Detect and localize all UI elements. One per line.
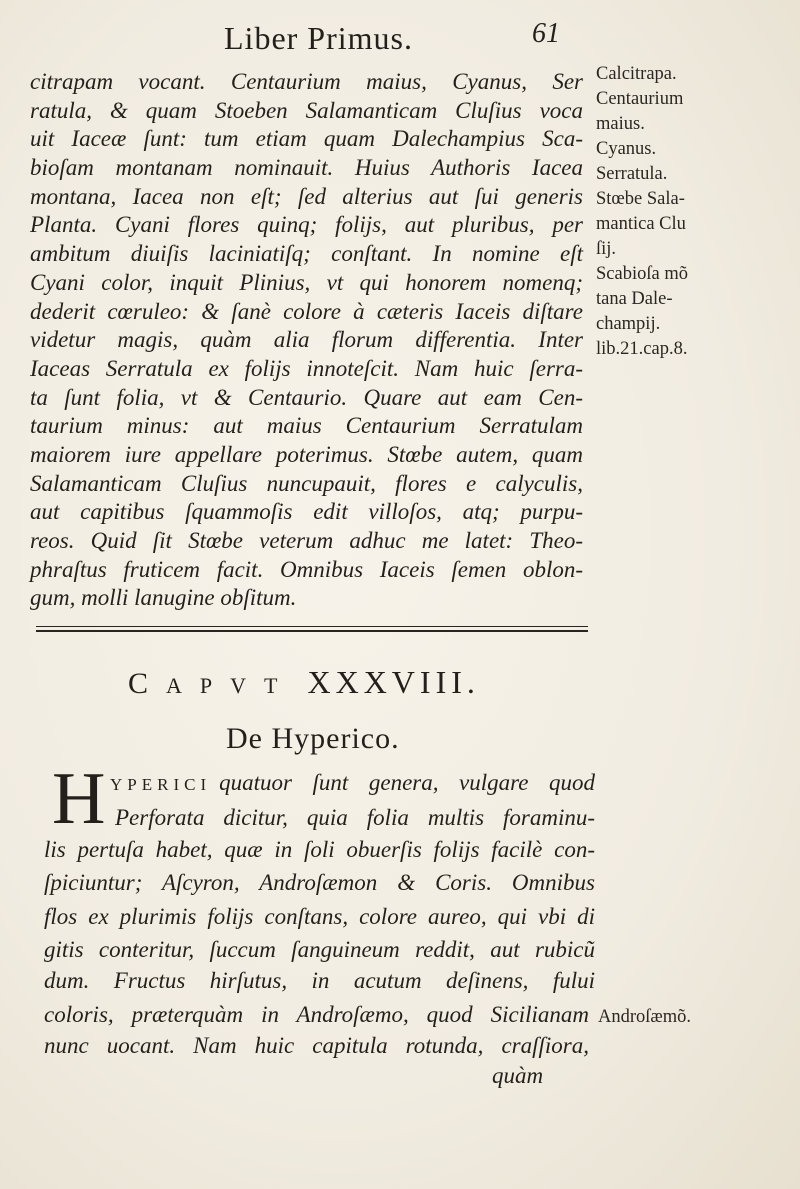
small-caps-lead: YPERICI <box>110 775 212 794</box>
page-number: 61 <box>532 18 560 49</box>
text-line: flos ex plurimis folijs conſtans, colore aureo, qui vbi di <box>44 904 595 929</box>
text-line: ratula, & quam Stoeben Salamanticam Cluſius voca <box>30 97 583 123</box>
text-line: nunc uocant. Nam huic capitula rotunda, craſſiora, <box>44 1033 589 1058</box>
running-head: Liber Primus. <box>224 20 413 56</box>
text-line: ta ſunt folia, vt & Centaurio. Quare aut eam Cen- <box>30 384 583 410</box>
margin-note: Serratula. <box>596 164 668 184</box>
margin-note: Stœbe Sala- <box>596 189 685 209</box>
chapter-label: CAPVT <box>128 667 296 700</box>
margin-note: tana Dale- <box>596 289 673 309</box>
text-line: citrapam vocant. Centaurium maius, Cyanus, Ser <box>30 69 583 94</box>
text-line: phraſtus fruticem facit. Omnibus Iaceis ſemen oblon- <box>30 556 583 582</box>
chapter-number: XXXVIII. <box>307 664 480 700</box>
text-line: reos. Quid ſit Stœbe veterum adhuc me latet: Theo- <box>30 528 583 553</box>
chapter-title: De Hyperico. <box>226 722 400 755</box>
margin-notes <box>596 62 688 362</box>
text-line: gitis conteritur, ſuccum ſanguineum reddit, aut rubicũ <box>44 937 595 962</box>
text-line: montana, Iacea non eſt; ſed alterius aut ſui generis <box>30 183 583 209</box>
margin-note: Scabioſa mõ <box>596 264 688 284</box>
margin-note: Calcitrapa. <box>596 64 677 84</box>
text-line: dum. Fructus hirſutus, in acutum deſinens, fului <box>44 968 595 993</box>
chapter-heading <box>128 664 480 701</box>
rule-divider <box>36 630 588 632</box>
text-line: aut capitibus ſquammoſis edit villoſos, atq; purpu- <box>30 499 583 525</box>
text-line: Cyani color, inquit Plinius, vt qui honorem nomenq; <box>30 269 583 295</box>
text-line: bioſam montanam nominauit. Huius Authoris Iacea <box>30 155 583 181</box>
text-line <box>110 768 595 798</box>
margin-note: ſij. <box>596 239 617 259</box>
text-line: taurium minus: aut maius Centaurium Serratulam <box>30 413 583 439</box>
text-line: Salamanticam Cluſius nuncupauit, flores e calyculis, <box>30 470 583 496</box>
text-line: gum, molli lanugine obſitum. <box>30 585 297 611</box>
catchword: quàm <box>492 1063 544 1088</box>
margin-notes <box>598 1005 691 1030</box>
text-line: ambitum diuiſis laciniatiſq; conſtant. In nomine eſt <box>30 241 583 267</box>
text-line: dederit cœruleo: & ſanè colore à cæteris Iaceis diſtare <box>30 298 583 324</box>
margin-note: Centaurium <box>596 89 684 109</box>
rule-divider <box>36 626 588 627</box>
margin-note: maius. <box>596 114 645 134</box>
drop-cap: H <box>52 758 106 840</box>
text-line: uit Iaceæ ſunt: tum etiam quam Dalechampius Sca- <box>30 126 583 152</box>
margin-note: Cyanus. <box>596 139 657 159</box>
text-line-rest: quatuor ſunt genera, vulgare quod <box>219 770 595 795</box>
text-line: Perforata dicitur, quia folia multis foraminu- <box>115 805 595 830</box>
margin-note: champij. <box>596 314 661 334</box>
text-line: ſpiciuntur; Aſcyron, Androſæmon & Coris. Omnibus <box>44 870 595 895</box>
margin-note: Androſæmõ. <box>598 1007 692 1027</box>
text-line: coloris, præterquàm in Androſæmo, quod Sicilianam <box>44 1002 589 1027</box>
text-line: Iaceas Serratula ex folijs innoteſcit. Nam huic ſerra- <box>30 355 583 381</box>
text-line: lis pertuſa habet, quæ in ſoli obuerſis folijs facilè con- <box>44 837 595 862</box>
text-line: videtur magis, quàm alia florum differentia. Inter <box>30 327 583 353</box>
margin-note: mantica Clu <box>596 214 686 234</box>
margin-note: lib.21.cap.8. <box>596 339 688 359</box>
paragraph-main-text <box>30 68 583 613</box>
text-line: Planta. Cyani flores quinq; folijs, aut pluribus, per <box>30 212 583 238</box>
text-line: maiorem iure appellare poterimus. Stœbe autem, quam <box>30 441 583 467</box>
